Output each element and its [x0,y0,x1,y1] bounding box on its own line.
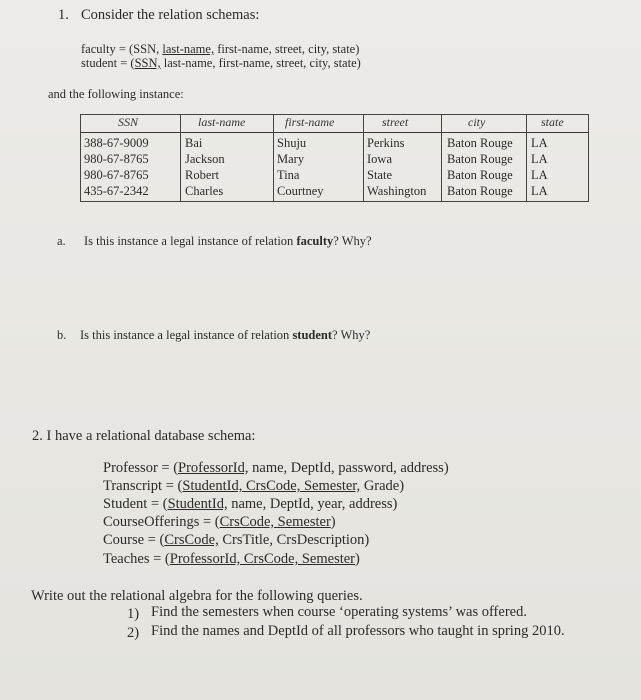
table-cell: Baton Rouge [447,168,513,182]
part-b-text: Is this instance a legal instance of relation [80,328,293,342]
table-cell: Baton Rouge [447,152,513,166]
instance-table [80,114,589,202]
q2-intro: 2. I have a relational database schema: [32,428,256,444]
q1-prompt: Consider the relation schemas: [81,7,260,23]
part-a-text: Is this instance a legal instance of relation [84,234,297,248]
part-b-relation: student [292,328,333,342]
header-last-name: last-name [198,115,246,129]
table-cell: 980-67-8765 [84,168,149,182]
schema-prefix: Student = ( [103,496,168,512]
header-city: city [468,115,486,129]
student-schema-prefix: student = ( [81,56,135,70]
schema-professor [103,460,449,477]
part-b-question [80,328,370,343]
faculty-schema-rest: first-name, street, city, state) [214,42,360,56]
schema-prefix: Professor = ( [103,460,179,476]
table-cell: State [367,168,392,182]
table-cell: Baton Rouge [447,184,513,198]
table-cell: Tina [277,168,300,182]
faculty-key: last-name, [162,42,215,56]
table-cell: Bai [185,136,203,150]
table-cell: Iowa [367,152,392,166]
student-schema-rest: last-name, first-name, street, city, state) [160,56,361,70]
schema-course [103,532,369,549]
col-divider [441,114,442,202]
part-b-suffix: ? Why? [332,328,371,342]
query-2-num: 2) [127,625,140,641]
table-cell: Jackson [185,152,225,166]
schema-key: ProfessorId, CrsCode, Semester [169,551,356,567]
student-key: SSN, [134,56,161,70]
part-a-label: a. [57,234,66,248]
schema-rest: CrsTitle, CrsDescription) [218,532,370,548]
table-cell: Robert [185,168,220,182]
table-header-row [80,114,589,133]
table-cell: Mary [277,152,305,166]
part-a-suffix: ? Why? [333,234,372,248]
schema-key: CrsCode, Semester [219,514,331,530]
part-a-question [84,234,372,249]
col-divider [363,114,364,202]
query-1-text: Find the semesters when course ‘operating systems’ was offered. [151,604,527,620]
part-b-label: b. [57,328,67,342]
schema-key: StudentId, CrsCode, Semester, [182,478,361,494]
table-cell: Courtney [277,184,324,198]
student-schema [81,56,361,71]
header-state: state [541,115,564,129]
schema-prefix: Transcript = ( [103,478,183,494]
table-cell: LA [531,168,548,182]
header-ssn: SSN [118,115,139,129]
schema-student [103,496,397,513]
table-cell: Charles [185,184,224,198]
schema-rest: name, DeptId, year, address) [227,496,398,512]
table-cell: LA [531,136,548,150]
col-divider [180,114,181,202]
table-cell: 435-67-2342 [84,184,149,198]
q1-number: 1. [58,7,69,23]
schema-key: CrsCode, [164,532,219,548]
col-divider [273,114,274,202]
table-cell: LA [531,184,548,198]
schema-teaches [103,551,360,568]
schema-transcript [103,478,404,495]
schema-courseofferings [103,514,336,531]
faculty-schema [81,42,359,57]
table-cell: 980-67-8765 [84,152,149,166]
query-2-text: Find the names and DeptId of all professors who taught in spring 2010. [151,623,565,639]
schema-prefix: Course = ( [103,532,165,548]
faculty-schema-prefix: faculty = (SSN, [81,42,163,56]
table-cell: Baton Rouge [447,136,513,150]
header-first-name: first-name [285,115,335,129]
table-cell: Shuju [277,136,307,150]
schema-rest: ) [330,514,336,530]
schema-prefix: CourseOfferings = ( [103,514,220,530]
schema-prefix: Teaches = ( [103,551,170,567]
instance-intro: and the following instance: [48,87,184,101]
table-cell: Perkins [367,136,405,150]
schema-key: ProfessorId, [178,460,249,476]
schema-rest: ) [355,551,360,567]
schema-rest: name, DeptId, password, address) [248,460,449,476]
part-a-relation: faculty [296,234,334,248]
schema-rest: Grade) [360,478,405,494]
table-cell: 388-67-9009 [84,136,149,150]
schema-key: StudentId, [167,496,228,512]
table-cell: LA [531,152,548,166]
col-divider [526,114,527,202]
query-1-num: 1) [127,606,140,622]
table-cell: Washington [367,184,427,198]
q2-task: Write out the relational algebra for the following queries. [31,588,363,604]
header-street: street [382,115,409,129]
